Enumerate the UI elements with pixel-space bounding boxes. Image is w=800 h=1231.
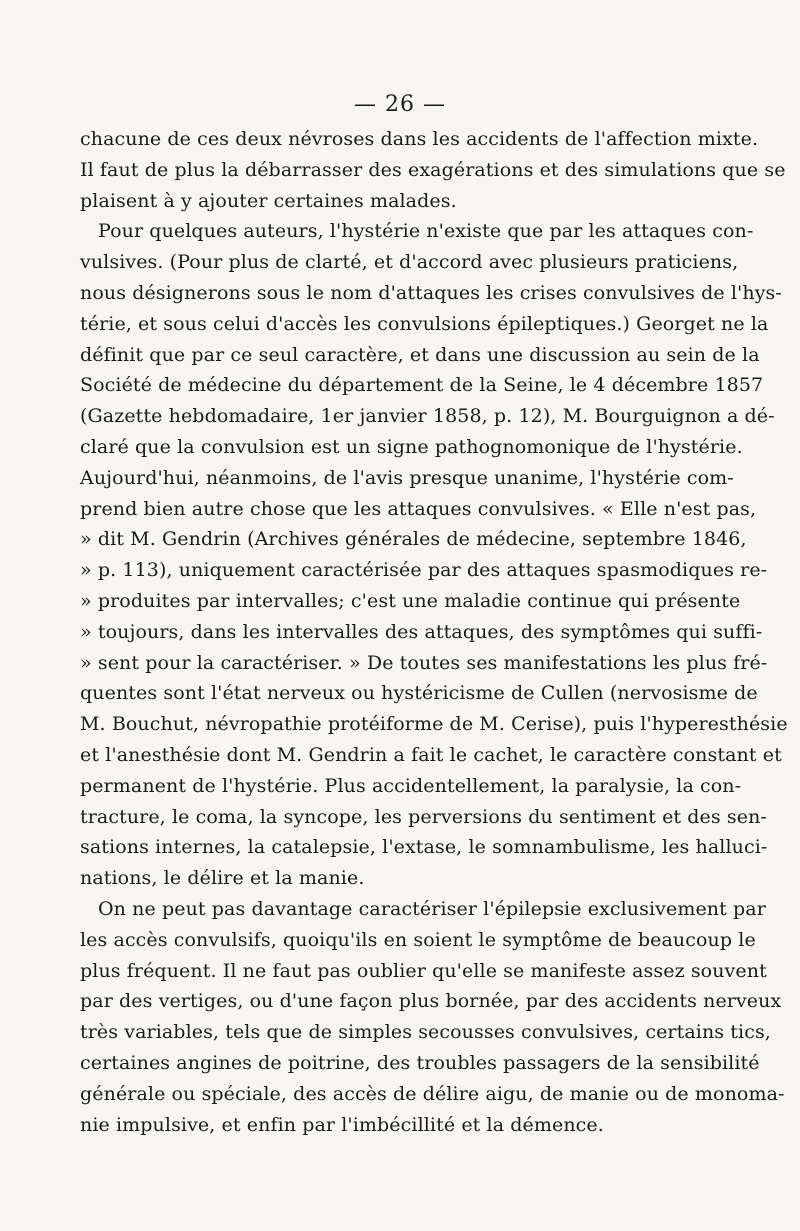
text-line: plus fréquent. Il ne faut pas oublier qu'elle se manifeste assez souvent [80, 959, 767, 982]
text-line: prend bien autre chose que les attaques convulsives. « Elle n'est pas, [80, 497, 757, 520]
text-line: Aujourd'hui, néanmoins, de l'avis presque unanime, l'hystérie com- [80, 466, 734, 489]
text-line: permanent de l'hystérie. Plus accidentellement, la paralysie, la con- [80, 774, 742, 797]
text-line: térie, et sous celui d'accès les convulsions épileptiques.) Georget ne la [80, 312, 769, 335]
text-line: » produites par intervalles; c'est une maladie continue qui présente [80, 589, 741, 612]
text-line: plaisent à y ajouter certaines malades. [80, 189, 457, 212]
text-line: Pour quelques auteurs, l'hystérie n'existe que par les attaques con- [98, 220, 754, 243]
text-line: tracture, le coma, la syncope, les perversions du sentiment et des sen- [80, 805, 767, 828]
text-line: certaines angines de poitrine, des troubles passagers de la sensibilité [80, 1051, 760, 1074]
text-line: quentes sont l'état nerveux ou hystéricisme de Cullen (nervosisme de [80, 682, 758, 705]
text-line: » sent pour la caractériser. » De toutes ses manifestations les plus fré- [80, 651, 768, 674]
text-line: par des vertiges, ou d'une façon plus bornée, par des accidents nerveux [80, 990, 782, 1013]
text-line: » toujours, dans les intervalles des attaques, des symptômes qui suffi- [80, 620, 763, 643]
text-line: nie impulsive, et enfin par l'imbécillité et la démence. [80, 1113, 604, 1136]
text-line: (Gazette hebdomadaire, 1er janvier 1858, p. 12), M. Bourguignon a dé- [80, 405, 775, 428]
text-line: chacune de ces deux névroses dans les accidents de l'affection mixte. [80, 128, 759, 150]
page-number: — 26 — [354, 92, 446, 117]
text-line: définit que par ce seul caractère, et dans une discussion au sein de la [80, 343, 760, 366]
text-line: M. Bouchut, névropathie protéiforme de M. Cerise), puis l'hyperesthésie [80, 713, 788, 736]
text-line: les accès convulsifs, quoiqu'ils en soient le symptôme de beaucoup le [80, 928, 756, 951]
text-line: et l'anesthésie dont M. Gendrin a fait le cachet, le caractère constant et [80, 743, 782, 766]
text-line: claré que la convulsion est un signe pathognomonique de l'hystérie. [80, 435, 743, 458]
text-line: Société de médecine du département de la Seine, le 4 décembre 1857 [80, 374, 764, 397]
text-line: » dit M. Gendrin (Archives générales de médecine, septembre 1846, [80, 528, 747, 551]
text-line: nations, le délire et la manie. [80, 867, 365, 890]
text-line: On ne peut pas davantage caractériser l'épilepsie exclusivement par [98, 897, 766, 920]
text-line: vulsives. (Pour plus de clarté, et d'accord avec plusieurs praticiens, [80, 251, 739, 274]
text-line: » p. 113), uniquement caractérisée par des attaques spasmodiques re- [80, 559, 768, 582]
text-line: générale ou spéciale, des accès de délire aigu, de manie ou de monoma- [80, 1082, 785, 1105]
text-line: très variables, tels que de simples secousses convulsives, certains tics, [80, 1021, 771, 1044]
text-line: sations internes, la catalepsie, l'extase, le somnambulisme, les halluci- [80, 836, 768, 859]
text-line: nous désignerons sous le nom d'attaques les crises convulsives de l'hys- [80, 281, 782, 304]
body-text [80, 124, 788, 1140]
text-line: Il faut de plus la débarrasser des exagérations et des simulations que se [80, 158, 786, 181]
